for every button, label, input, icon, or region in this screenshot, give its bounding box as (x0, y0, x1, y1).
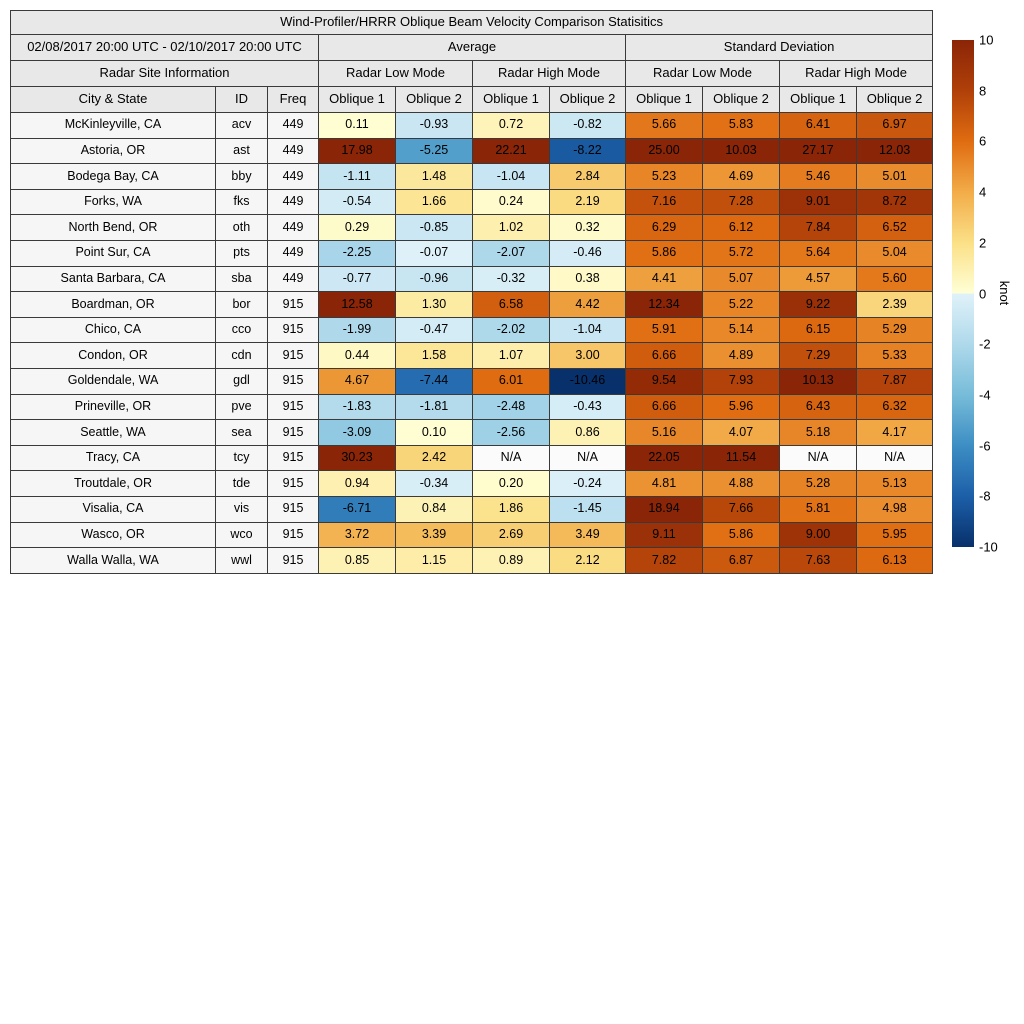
value-cell: 5.72 (703, 240, 780, 266)
mode-header-std-high: Radar High Mode (780, 61, 933, 87)
value-cell: -7.44 (396, 368, 473, 394)
table-row (11, 266, 933, 292)
value-cell: 0.94 (319, 471, 396, 497)
value-cell: 1.86 (473, 496, 550, 522)
col-header-oblique2: Oblique 2 (703, 87, 780, 113)
table-row (11, 343, 933, 369)
date-range: 02/08/2017 20:00 UTC - 02/10/2017 20:00 UTC (11, 35, 319, 61)
value-cell: 6.43 (780, 394, 857, 420)
col-header-oblique1: Oblique 1 (473, 87, 550, 113)
value-cell: 9.11 (626, 522, 703, 548)
value-cell: -0.34 (396, 471, 473, 497)
value-cell: 6.52 (857, 215, 933, 241)
value-cell: -10.46 (550, 368, 626, 394)
value-cell: 0.24 (473, 189, 550, 215)
city-cell: Chico, CA (11, 317, 216, 343)
value-cell: -0.93 (396, 113, 473, 139)
value-cell: -2.25 (319, 240, 396, 266)
site-id-cell: tcy (216, 445, 268, 471)
value-cell: -0.24 (550, 471, 626, 497)
table-row (11, 445, 933, 471)
value-cell: 10.03 (703, 138, 780, 164)
value-cell: 5.22 (703, 292, 780, 318)
value-cell: 8.72 (857, 189, 933, 215)
freq-cell: 449 (268, 240, 319, 266)
value-cell: 4.41 (626, 266, 703, 292)
value-cell: -0.07 (396, 240, 473, 266)
freq-cell: 915 (268, 368, 319, 394)
value-cell: 6.66 (626, 394, 703, 420)
value-cell: 0.72 (473, 113, 550, 139)
city-cell: North Bend, OR (11, 215, 216, 241)
city-cell: Forks, WA (11, 189, 216, 215)
value-cell: 5.16 (626, 420, 703, 446)
table-row (11, 189, 933, 215)
city-cell: Troutdale, OR (11, 471, 216, 497)
freq-cell: 449 (268, 113, 319, 139)
value-cell: 6.66 (626, 343, 703, 369)
col-header-oblique1: Oblique 1 (626, 87, 703, 113)
site-id-cell: pve (216, 394, 268, 420)
city-cell: Astoria, OR (11, 138, 216, 164)
table-row (11, 164, 933, 190)
value-cell: -0.85 (396, 215, 473, 241)
site-id-cell: bby (216, 164, 268, 190)
value-cell: 1.30 (396, 292, 473, 318)
value-cell: -0.47 (396, 317, 473, 343)
value-cell: 10.13 (780, 368, 857, 394)
value-cell: 5.86 (703, 522, 780, 548)
value-cell: 12.58 (319, 292, 396, 318)
city-cell: Wasco, OR (11, 522, 216, 548)
site-id-cell: wwl (216, 548, 268, 574)
value-cell: 4.69 (703, 164, 780, 190)
value-cell: 0.85 (319, 548, 396, 574)
value-cell: -3.09 (319, 420, 396, 446)
value-cell: 0.10 (396, 420, 473, 446)
table-row (11, 113, 933, 139)
colorbar (952, 40, 974, 547)
value-cell: 5.46 (780, 164, 857, 190)
freq-cell: 915 (268, 292, 319, 318)
mode-header-avg-low: Radar Low Mode (319, 61, 473, 87)
value-cell: 2.84 (550, 164, 626, 190)
value-cell: 4.98 (857, 496, 933, 522)
value-cell: 4.07 (703, 420, 780, 446)
value-cell: N/A (473, 445, 550, 471)
value-cell: -5.25 (396, 138, 473, 164)
value-cell: 5.14 (703, 317, 780, 343)
colorbar-tick-label: -10 (979, 539, 998, 555)
value-cell: 1.58 (396, 343, 473, 369)
value-cell: N/A (550, 445, 626, 471)
value-cell: -1.11 (319, 164, 396, 190)
value-cell: 27.17 (780, 138, 857, 164)
value-cell: 9.00 (780, 522, 857, 548)
colorbar-tick-label: 10 (979, 32, 994, 48)
group-header-row (11, 35, 933, 61)
value-cell: -1.83 (319, 394, 396, 420)
freq-cell: 449 (268, 189, 319, 215)
value-cell: 0.44 (319, 343, 396, 369)
freq-cell: 449 (268, 266, 319, 292)
value-cell: 4.17 (857, 420, 933, 446)
value-cell: N/A (857, 445, 933, 471)
value-cell: 5.95 (857, 522, 933, 548)
freq-cell: 915 (268, 522, 319, 548)
freq-cell: 915 (268, 548, 319, 574)
value-cell: 3.00 (550, 343, 626, 369)
colorbar-tick-label: 0 (979, 286, 987, 301)
value-cell: 17.98 (319, 138, 396, 164)
city-cell: Visalia, CA (11, 496, 216, 522)
colorbar-unit-label: knot (997, 280, 1012, 306)
value-cell: -2.48 (473, 394, 550, 420)
value-cell: 6.29 (626, 215, 703, 241)
value-cell: -0.43 (550, 394, 626, 420)
value-cell: 0.84 (396, 496, 473, 522)
freq-cell: 915 (268, 394, 319, 420)
value-cell: -2.56 (473, 420, 550, 446)
table-row (11, 394, 933, 420)
city-cell: Point Sur, CA (11, 240, 216, 266)
value-cell: 3.39 (396, 522, 473, 548)
value-cell: 0.11 (319, 113, 396, 139)
value-cell: 4.67 (319, 368, 396, 394)
value-cell: 2.69 (473, 522, 550, 548)
value-cell: 4.42 (550, 292, 626, 318)
value-cell: -6.71 (319, 496, 396, 522)
col-header-city: City & State (11, 87, 216, 113)
group-header-std: Standard Deviation (626, 35, 933, 61)
site-id-cell: oth (216, 215, 268, 241)
city-cell: Goldendale, WA (11, 368, 216, 394)
value-cell: 30.23 (319, 445, 396, 471)
value-cell: 5.86 (626, 240, 703, 266)
city-cell: Prineville, OR (11, 394, 216, 420)
value-cell: 5.28 (780, 471, 857, 497)
site-id-cell: fks (216, 189, 268, 215)
value-cell: 3.72 (319, 522, 396, 548)
col-header-oblique2: Oblique 2 (550, 87, 626, 113)
value-cell: -0.77 (319, 266, 396, 292)
value-cell: 7.29 (780, 343, 857, 369)
value-cell: 0.86 (550, 420, 626, 446)
value-cell: 11.54 (703, 445, 780, 471)
value-cell: 5.33 (857, 343, 933, 369)
value-cell: -0.32 (473, 266, 550, 292)
value-cell: 5.07 (703, 266, 780, 292)
value-cell: 7.84 (780, 215, 857, 241)
colorbar-tick-label: 4 (979, 184, 987, 200)
value-cell: 12.34 (626, 292, 703, 318)
group-header-average: Average (319, 35, 626, 61)
value-cell: 4.57 (780, 266, 857, 292)
freq-cell: 449 (268, 138, 319, 164)
value-cell: 12.03 (857, 138, 933, 164)
value-cell: -0.82 (550, 113, 626, 139)
city-cell: McKinleyville, CA (11, 113, 216, 139)
value-cell: 5.01 (857, 164, 933, 190)
freq-cell: 449 (268, 215, 319, 241)
value-cell: 6.13 (857, 548, 933, 574)
col-header-oblique2: Oblique 2 (857, 87, 933, 113)
table-row (11, 496, 933, 522)
site-id-cell: acv (216, 113, 268, 139)
value-cell: 2.12 (550, 548, 626, 574)
value-cell: 6.15 (780, 317, 857, 343)
stats-table (10, 10, 933, 574)
value-cell: 6.01 (473, 368, 550, 394)
freq-cell: 915 (268, 445, 319, 471)
colorbar-tick-label: 8 (979, 83, 987, 99)
site-id-cell: sba (216, 266, 268, 292)
col-header-freq: Freq (268, 87, 319, 113)
table-row (11, 138, 933, 164)
value-cell: 5.96 (703, 394, 780, 420)
value-cell: 0.20 (473, 471, 550, 497)
colorbar-tick-label: -8 (979, 488, 991, 504)
value-cell: 6.97 (857, 113, 933, 139)
mode-header-avg-high: Radar High Mode (473, 61, 626, 87)
value-cell: 2.19 (550, 189, 626, 215)
value-cell: 2.42 (396, 445, 473, 471)
col-header-oblique1: Oblique 1 (780, 87, 857, 113)
city-cell: Boardman, OR (11, 292, 216, 318)
city-cell: Santa Barbara, CA (11, 266, 216, 292)
value-cell: -2.02 (473, 317, 550, 343)
value-cell: 5.29 (857, 317, 933, 343)
value-cell: N/A (780, 445, 857, 471)
value-cell: 7.82 (626, 548, 703, 574)
site-id-cell: bor (216, 292, 268, 318)
value-cell: 6.41 (780, 113, 857, 139)
value-cell: 1.02 (473, 215, 550, 241)
table-row (11, 420, 933, 446)
city-cell: Condon, OR (11, 343, 216, 369)
site-id-cell: sea (216, 420, 268, 446)
value-cell: 5.83 (703, 113, 780, 139)
value-cell: 7.63 (780, 548, 857, 574)
freq-cell: 915 (268, 496, 319, 522)
value-cell: 5.81 (780, 496, 857, 522)
table-row (11, 292, 933, 318)
value-cell: -0.46 (550, 240, 626, 266)
value-cell: 1.07 (473, 343, 550, 369)
value-cell: 5.23 (626, 164, 703, 190)
value-cell: 7.87 (857, 368, 933, 394)
site-info-header: Radar Site Information (11, 61, 319, 87)
value-cell: 18.94 (626, 496, 703, 522)
table-row (11, 548, 933, 574)
freq-cell: 915 (268, 343, 319, 369)
value-cell: 5.18 (780, 420, 857, 446)
value-cell: 3.49 (550, 522, 626, 548)
value-cell: 2.39 (857, 292, 933, 318)
table-row (11, 215, 933, 241)
value-cell: 5.04 (857, 240, 933, 266)
value-cell: 6.12 (703, 215, 780, 241)
value-cell: 6.87 (703, 548, 780, 574)
col-header-oblique1: Oblique 1 (319, 87, 396, 113)
value-cell: 5.13 (857, 471, 933, 497)
city-cell: Bodega Bay, CA (11, 164, 216, 190)
value-cell: -1.45 (550, 496, 626, 522)
value-cell: 4.88 (703, 471, 780, 497)
value-cell: -2.07 (473, 240, 550, 266)
value-cell: 5.64 (780, 240, 857, 266)
value-cell: 9.22 (780, 292, 857, 318)
col-header-oblique2: Oblique 2 (396, 87, 473, 113)
table-row (11, 368, 933, 394)
site-id-cell: tde (216, 471, 268, 497)
value-cell: 7.16 (626, 189, 703, 215)
table-row (11, 240, 933, 266)
value-cell: 9.01 (780, 189, 857, 215)
value-cell: -1.81 (396, 394, 473, 420)
value-cell: 22.05 (626, 445, 703, 471)
value-cell: 0.29 (319, 215, 396, 241)
column-header-row (11, 87, 933, 113)
mode-header-row (11, 61, 933, 87)
title-row (11, 11, 933, 35)
col-header-id: ID (216, 87, 268, 113)
value-cell: 1.66 (396, 189, 473, 215)
value-cell: 25.00 (626, 138, 703, 164)
value-cell: 1.15 (396, 548, 473, 574)
site-id-cell: cco (216, 317, 268, 343)
table-title: Wind-Profiler/HRRR Oblique Beam Velocity Comparison Statisitics (11, 11, 933, 35)
value-cell: 0.38 (550, 266, 626, 292)
value-cell: 7.28 (703, 189, 780, 215)
value-cell: 7.93 (703, 368, 780, 394)
value-cell: 1.48 (396, 164, 473, 190)
value-cell: -8.22 (550, 138, 626, 164)
colorbar-tick-label: -4 (979, 387, 991, 403)
value-cell: 6.32 (857, 394, 933, 420)
mode-header-std-low: Radar Low Mode (626, 61, 780, 87)
site-id-cell: ast (216, 138, 268, 164)
value-cell: 22.21 (473, 138, 550, 164)
colorbar-tick-label: 2 (979, 235, 987, 251)
value-cell: 5.60 (857, 266, 933, 292)
value-cell: -1.04 (550, 317, 626, 343)
site-id-cell: cdn (216, 343, 268, 369)
value-cell: 6.58 (473, 292, 550, 318)
value-cell: 4.81 (626, 471, 703, 497)
freq-cell: 915 (268, 471, 319, 497)
freq-cell: 449 (268, 164, 319, 190)
site-id-cell: vis (216, 496, 268, 522)
value-cell: -0.96 (396, 266, 473, 292)
site-id-cell: pts (216, 240, 268, 266)
freq-cell: 915 (268, 420, 319, 446)
table-row (11, 522, 933, 548)
value-cell: 5.91 (626, 317, 703, 343)
value-cell: 0.89 (473, 548, 550, 574)
value-cell: -1.99 (319, 317, 396, 343)
value-cell: 4.89 (703, 343, 780, 369)
site-id-cell: gdl (216, 368, 268, 394)
value-cell: -0.54 (319, 189, 396, 215)
colorbar-tick-label: -2 (979, 336, 991, 352)
table-row (11, 317, 933, 343)
city-cell: Seattle, WA (11, 420, 216, 446)
city-cell: Walla Walla, WA (11, 548, 216, 574)
value-cell: 7.66 (703, 496, 780, 522)
site-id-cell: wco (216, 522, 268, 548)
table-row (11, 471, 933, 497)
colorbar-tick-label: -6 (979, 438, 991, 454)
value-cell: -1.04 (473, 164, 550, 190)
value-cell: 9.54 (626, 368, 703, 394)
value-cell: 0.32 (550, 215, 626, 241)
colorbar-tick-label: 6 (979, 133, 987, 149)
city-cell: Tracy, CA (11, 445, 216, 471)
value-cell: 5.66 (626, 113, 703, 139)
freq-cell: 915 (268, 317, 319, 343)
